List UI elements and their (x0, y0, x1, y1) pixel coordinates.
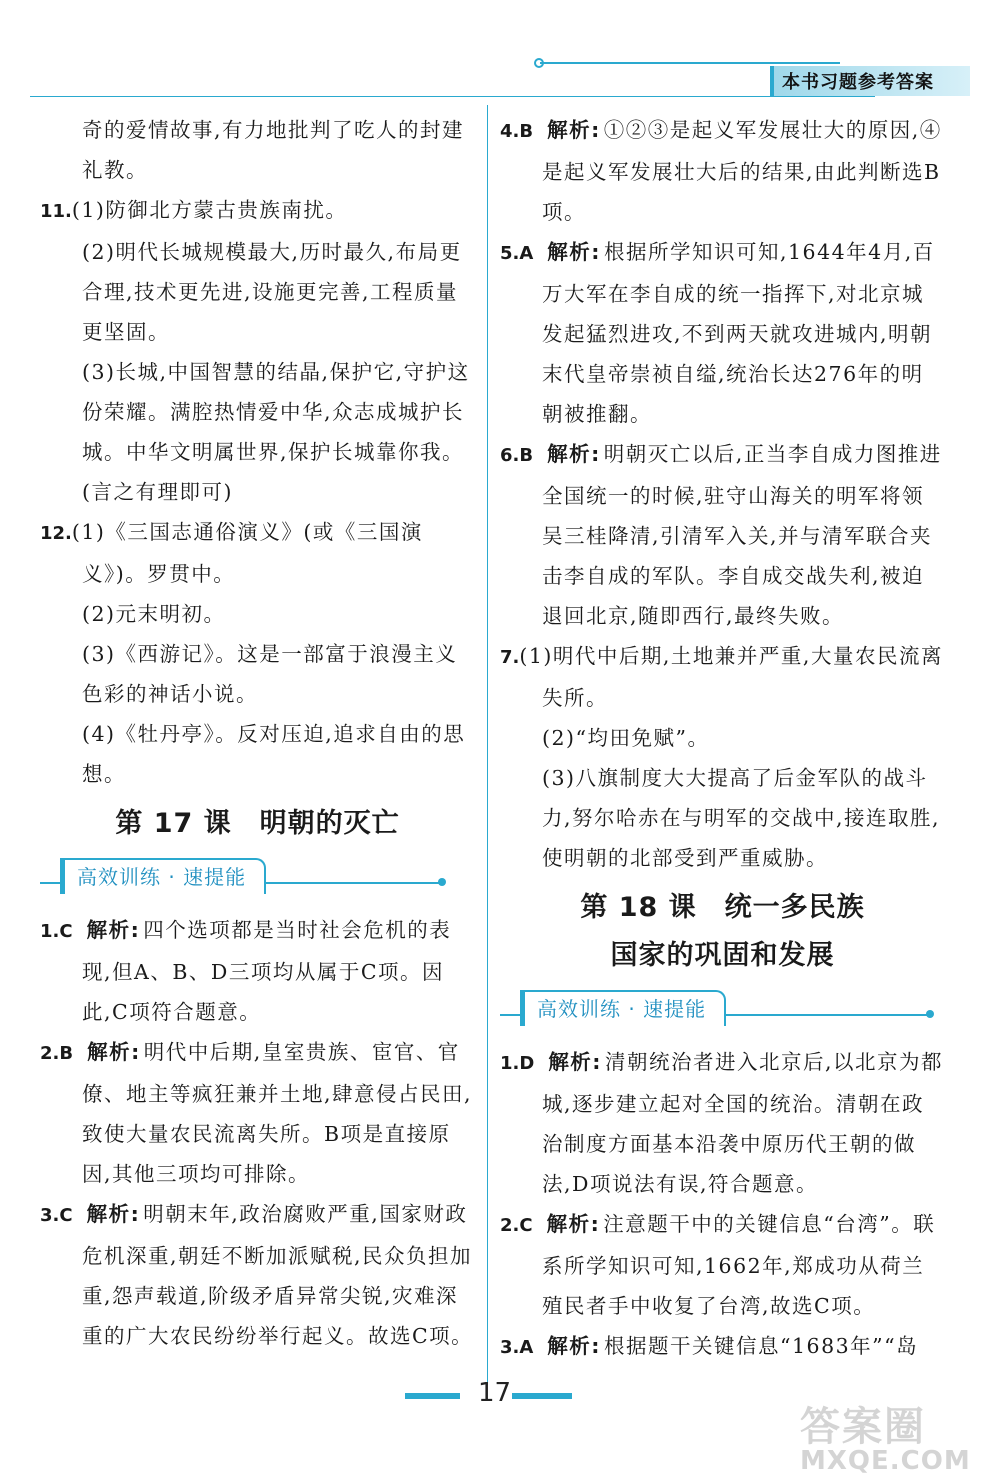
question-number: 11. (40, 201, 72, 222)
watermark (800, 1395, 971, 1476)
answer-2b (40, 1032, 475, 1194)
answer-text: 注意题干中的关键信息“台湾”。联系所学知识可知,1662年,郑成功从荷兰殖民者手中收复了台湾,故选C项。 (542, 1212, 936, 1318)
answer-text: (3)长城,中国智慧的结晶,保护它,守护这份荣耀。满腔热情爱中华,众志成城护长城。中华文明属世界,保护长城靠你我。(言之有理即可) (82, 360, 470, 504)
answer-1c (40, 910, 475, 1032)
answer-text: 明代中后期,皇室贵族、宦官、官僚、地主等疯狂兼并土地,肆意侵占民田,致使大量农民流离失所。B项是直接原因,其他三项均可排除。 (82, 1040, 473, 1186)
right-column (500, 110, 945, 1368)
answer-text: (2)元末明初。 (82, 602, 226, 626)
answer-2c (500, 1204, 945, 1326)
answer-text: (1)明代中后期,土地兼并严重,大量农民流离失所。 (519, 644, 943, 710)
analysis-label: 解析: (547, 442, 601, 466)
analysis-label: 解析: (548, 1050, 603, 1074)
answer-text: 明朝末年,政治腐败严重,国家财政危机深重,朝廷不断加派赋税,民众负担加重,怨声载道,阶级矛盾异常尖锐,灾难深重的广大农民纷纷举行起义。故选C项。 (82, 1202, 474, 1348)
analysis-label: 解析: (86, 918, 141, 942)
question-number: 7. (500, 647, 520, 668)
analysis-label: 解析: (547, 240, 601, 264)
header-underline (30, 96, 875, 97)
lesson-18-title-line2: 国家的巩固和发展 (610, 940, 835, 971)
answer-5a (500, 232, 945, 434)
answer-6b (500, 434, 945, 636)
continued-text: 奇的爱情故事,有力地批判了吃人的封建礼教。 (82, 118, 465, 182)
analysis-label: 解析: (547, 118, 601, 142)
tag-label: 高效训练 · 速提能 (520, 990, 726, 1026)
header-title: 本书习题参考答案 (782, 72, 934, 93)
question-11 (40, 190, 475, 232)
answer-1d (500, 1042, 945, 1204)
answer-text: (4)《牡丹亭》。反对压迫,追求自由的思想。 (82, 722, 466, 786)
answer-text: 四个选项都是当时社会危机的表现,但A、B、D三项均从属于C项。因此,C项符合题意。 (82, 918, 452, 1024)
page-number-ornament-right (512, 1393, 572, 1399)
question-12 (40, 512, 475, 594)
tag-label: 高效训练 · 速提能 (60, 858, 266, 894)
answer-text: 根据题干关键信息“1683年”“岛 (604, 1334, 919, 1358)
analysis-label: 解析: (546, 1212, 601, 1236)
answer-text: (3)《西游记》。这是一部富于浪漫主义色彩的神话小说。 (82, 642, 458, 706)
column-divider (487, 105, 488, 1385)
left-column (40, 110, 475, 1356)
answer-number: 3.A (500, 1337, 534, 1358)
watermark-logo-text: 答案圈 (800, 1404, 926, 1450)
analysis-label: 解析: (547, 1334, 601, 1358)
answer-3a (500, 1326, 945, 1368)
answer-text: (2)明代长城规模最大,历时最久,布局更合理,技术更先进,设施更完善,工程质量更坚固。 (82, 240, 462, 344)
page-number-ornament-left (405, 1393, 460, 1399)
answer-3c (40, 1194, 475, 1356)
tag-rule-end (926, 1010, 934, 1018)
lesson-17-title: 第 17 课 明朝的灭亡 (115, 808, 400, 839)
answer-text: 明朝灭亡以后,正当李自成力图推进全国统一的时候,驻守山海关的明军将领吴三桂降清,引清军入关,并与清军联合夹击李自成的军队。李自成交战失利,被迫退回北京,随即西行,最终失败。 (542, 442, 942, 628)
answer-text: (2)“均田免赋”。 (542, 726, 710, 750)
answer-text: (1)防御北方蒙古贵族南扰。 (71, 198, 348, 222)
answer-number: 6.B (500, 445, 534, 466)
page-number: 17 (478, 1378, 512, 1408)
lesson-18-title-line1: 第 18 课 统一多民族 (580, 892, 865, 923)
answer-number: 5.A (500, 243, 534, 264)
answer-text: (1)《三国志通俗演义》(或《三国演义》)。罗贯中。 (71, 520, 423, 586)
answer-text: (3)八旗制度大大提高了后金军队的战斗力,努尔哈赤在与明军的交战中,接连取胜,使明朝的北部受到严重威胁。 (542, 766, 941, 870)
tag-rule-end (438, 878, 446, 886)
answer-number: 2.C (500, 1215, 533, 1236)
watermark-url: MXQE.COM (800, 1446, 971, 1476)
section-tag (40, 854, 475, 904)
analysis-label: 解析: (86, 1202, 141, 1226)
analysis-label: 解析: (87, 1040, 141, 1064)
answer-text: 根据所学知识可知,1644年4月,百万大军在李自成的统一指挥下,对北京城发起猛烈进攻,不到两天就攻进城内,明朝末代皇帝崇祯自缢,统治长达276年的明朝被推翻。 (542, 240, 935, 426)
section-tag (500, 986, 945, 1036)
header-rule (540, 62, 840, 64)
answer-text: 清朝统治者进入北京后,以北京为都城,逐步建立起对全国的统治。清朝在政治制度方面基本沿袭中原历代王朝的做法,D项说法有误,符合题意。 (542, 1050, 944, 1196)
question-number: 12. (40, 523, 72, 544)
answer-text: ①②③是起义军发展壮大的原因,④是起义军发展壮大后的结果,由此判断选B项。 (542, 118, 942, 224)
answer-number: 1.D (500, 1053, 535, 1074)
answer-number: 1.C (40, 921, 73, 942)
answer-number: 3.C (40, 1205, 73, 1226)
question-7 (500, 636, 945, 718)
answer-number: 4.B (500, 121, 534, 142)
answer-4b (500, 110, 945, 232)
answer-number: 2.B (40, 1043, 74, 1064)
